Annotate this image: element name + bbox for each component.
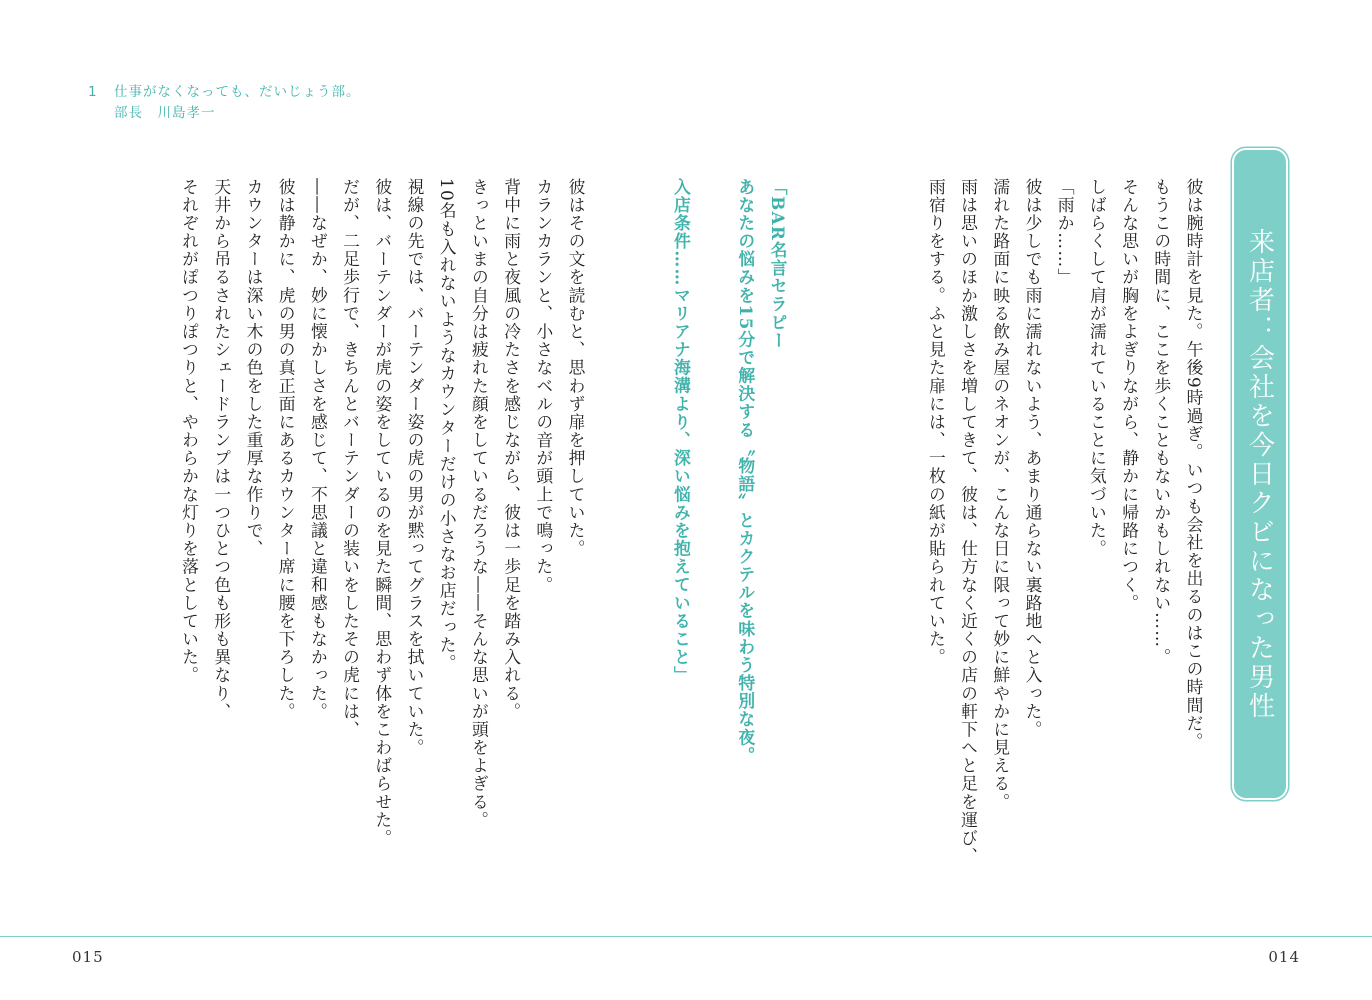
text-line	[697, 178, 729, 765]
text-line: ――なぜか、妙に懐かしさを感じて、不思議と違和感もなかった。	[308, 178, 329, 721]
page-number-left: 015	[72, 948, 104, 966]
text-line: 彼はその文を読むと、思わず扉を押していた。	[566, 178, 586, 558]
text-line: 彼は静かに、虎の男の真正面にあるカウンター席に腰を下ろした。	[276, 178, 297, 721]
chapter-title: 仕事がなくなっても、だいじょう部。	[114, 84, 361, 100]
text-line: 天井から吊るされたシェードランプは一つひとつ色も形も異なり、	[211, 178, 232, 721]
text-line: もうこの時間に、ここを歩くこともないかもしれない……。	[1151, 178, 1172, 667]
text-line: きっといまの自分は疲れた顔をしているだろうな――そんな思いが頭をよぎる。	[469, 178, 490, 830]
text-line: あなたの悩みを15分で解決する〝物語〟とカクテルを味わう特別な夜。	[735, 178, 756, 765]
chapter-title-line	[88, 82, 361, 103]
text-line: 背中に雨と夜風の冷たさを感じながら、彼は一歩足を踏み入れる。	[501, 178, 522, 721]
bar-notice	[665, 178, 794, 765]
author-line: 部長 川島孝一	[114, 105, 216, 121]
text-line: 雨宿りをする。ふと見た扉には、一枚の紙が貼られていた。	[926, 178, 947, 667]
chapter-number: 1	[88, 84, 98, 100]
left-page-text	[173, 178, 592, 847]
text-line: しばらくして肩が濡れていることに気づいた。	[1087, 178, 1108, 558]
text-line: 雨は思いのほか激しさを増してきて、彼は、仕方なく近くの店の軒下へと足を運び、	[958, 178, 979, 866]
text-line: 彼は腕時計を見た。午後9時過ぎ。いつも会社を出るのはこの時間だ。	[1184, 178, 1204, 751]
text-line: だが、二足歩行で、きちんとバーテンダーの装いをしたその虎には、	[340, 178, 361, 739]
text-line: 入店条件……マリアナ海溝より、深い悩みを抱えていること」	[671, 178, 692, 685]
text-line: そんな思いが胸をよぎりながら、静かに帰路につく。	[1119, 178, 1140, 613]
right-page-text	[920, 178, 1210, 865]
text-line: 視線の先では、バーテンダー姿の虎の男が黙ってグラスを拭いていた。	[404, 178, 425, 757]
chapter-header	[88, 82, 361, 124]
footer-rule	[0, 936, 1372, 937]
text-line: カウンターは深い木の色をした重厚な作りで、	[243, 178, 264, 558]
text-line: 濡れた路面に映る飲み屋のネオンが、こんな日に限って妙に鮮やかに見える。	[990, 178, 1011, 812]
text-line: カランカランと、小さなベルの音が頭上で鳴った。	[533, 178, 554, 595]
page-title: 来店者：会社を今日クビになった男性	[1244, 227, 1275, 721]
text-line: 「BAR名言セラピー	[768, 178, 788, 350]
text-line: それぞれがぽつりぽつりと、やわらかな灯りを落としていた。	[179, 178, 200, 685]
text-line: 「雨か……」	[1055, 178, 1076, 287]
page-number-right: 014	[1268, 948, 1300, 966]
text-line: 彼は少しでも雨に濡れないよう、あまり通らない裏路地へと入った。	[1022, 178, 1043, 739]
text-line: 彼は、バーテンダーが虎の姿をしているのを見た瞬間、思わず体をこわばらせた。	[372, 178, 393, 848]
text-line: 10名も入れないようなカウンターだけの小さなお店だった。	[437, 178, 458, 673]
title-box	[1234, 150, 1286, 798]
